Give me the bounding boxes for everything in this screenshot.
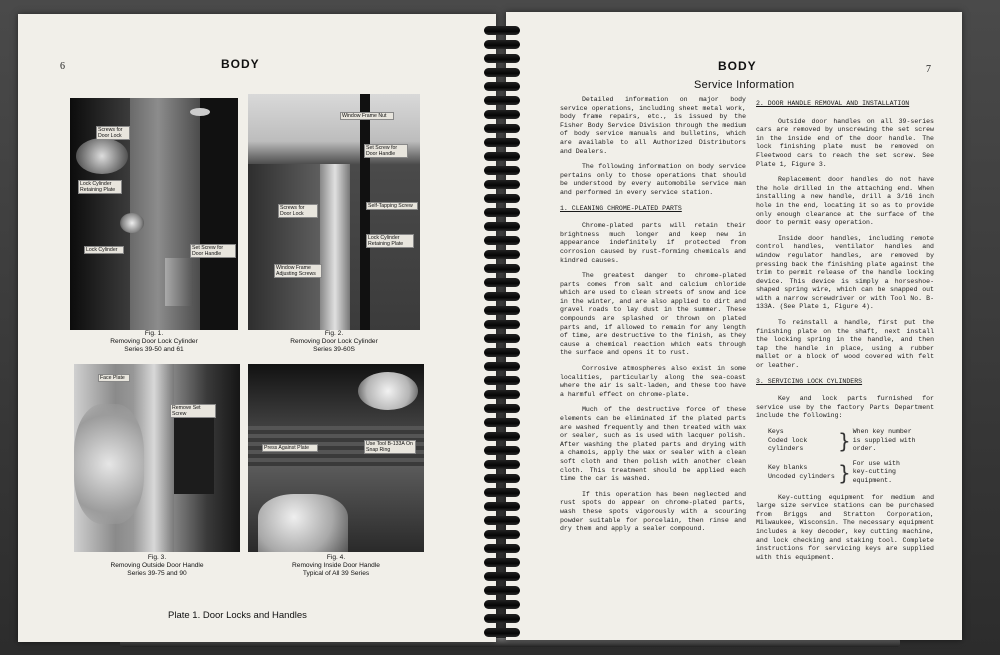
brace-icon: } [838,460,851,485]
callout-screws-for-door-lock: Screws for Door Lock [278,204,318,218]
callout-lock-cylinder-retaining-plate: Lock Cylinder Retaining Plate [78,180,122,194]
binding-coil [484,152,520,161]
plate-title: Plate 1. Door Locks and Handles [168,610,307,621]
binding-coil [484,54,520,63]
binding-coil [484,544,520,553]
binding-coil [484,236,520,245]
keys-row: Keys Coded lock cylinders } When key number is supplied with order. [768,428,916,453]
binding-coil [484,600,520,609]
binding-coil [484,432,520,441]
binding-coil [484,278,520,287]
paragraph: Inside door handles, including remote control handles, ventilator handles and window regulator handles, are removed by pressing back the finishing plate against the trim to permit release of the handle locking device. This device is simply a horseshoe-shaped spring wire, which can be snapped out with a narrow screwdriver or with Tool No. B-133A. (See Plate 1, Figure 4). [756,234,934,311]
binding-coil [484,418,520,427]
paragraph: Much of the destructive force of these elements can be eliminated if the plated parts are washed frequently and then treated with wax or sealer, such as is used with lacquer polish. After washing the plated parts and drying with a chamois, apply the wax or sealer with a clean soft cloth and then polish with another clean cloth. This treatment should be applied each time the car is washed. [560,406,746,483]
figure-1-photo [70,98,238,330]
figure-3-photo [74,364,240,552]
callout-lock-cylinder-retaining-plate: Lock Cylinder Retaining Plate [366,234,414,248]
figure-2-caption: Fig. 2. Removing Door Lock Cylinder Series 39-60S [290,330,378,353]
callout-remove-set-screw: Remove Set Screw [170,404,216,418]
paragraph: Key-cutting equipment for medium and large size service stations can be purchased from Briggs and Stratton Corporation, Milwaukee, Wisconsin. The necessary equipment includes a key decoder, key cutting machine, and lock checking and staking tool. Complete instructions for servicing keys are supplied with this equipment. [756,493,934,561]
callout-lock-cylinder: Lock Cylinder [84,246,124,254]
callout-use-tool-b133a: Use Tool B-133A On Snap Ring [364,440,416,454]
paragraph: The greatest danger to chrome-plated parts comes from salt and calcium chloride which are used to clean streets of snow and ice in the winter, and are also applied to dirt and gravel roads to lay dust in the summer. These compounds are splashed or thrown on plated parts and, if allowed to remain for any length of time, are destructive to the finish, as they cause a chemical reaction which eats through the surface and opens it to rust. [560,272,746,357]
text-column-1 [560,96,746,541]
page-header: BODY [718,59,757,73]
callout-press-against-plate: Press Against Plate [262,444,318,452]
binding-coil [484,138,520,147]
page-header: BODY [221,57,260,71]
binding-coil [484,530,520,539]
figure-4-photo [248,364,424,552]
binding-coil [484,292,520,301]
callout-face-plate: Face Plate [98,374,130,382]
binding-coil [484,628,520,637]
paragraph: The following information on body service pertains only to those operations that should be understood by every automobile service man and performed in every service station. [560,163,746,196]
paragraph: Replacement door handles do not have the hole drilled in the attaching end. When installing a new handle, drill a 3/16 inch hole in the end, locating it so as to provide only enough clearance at the surface of the door to permit easy operation. [756,176,934,227]
brace-icon: } [838,428,851,453]
text-column-2 [756,100,934,569]
callout-screws-for-door-lock: Screws for Door Lock [96,126,130,140]
callout-set-screw-for-door-handle: Set Screw for Door Handle [190,244,236,258]
binding-coil [484,208,520,217]
binding-coil [484,334,520,343]
keys-row: Key blanks Uncoded cylinders } For use with key-cutting equipment. [768,459,900,485]
binding-coil [484,614,520,623]
paragraph: Chrome-plated parts will retain their brightness much longer and keep new in appearance indefinitely if protected from corrosion caused by rust-forming chemicals and kindred causes. [560,222,746,264]
page-number: 6 [60,61,65,72]
keys-table [768,428,934,486]
binding-coil [484,460,520,469]
callout-set-screw-for-door-handle: Set Screw for Door Handle [364,144,408,158]
binding-coil [484,166,520,175]
binding-coil [484,390,520,399]
binding-coil [484,124,520,133]
binding-coil [484,180,520,189]
paragraph: To reinstall a handle, first put the finishing plate on the shaft, next install the locking spring in the handle, and then tap the handle in place, using a rubber mallet or a block of wood covered with felt or leather. [756,319,934,370]
binding-coil [484,222,520,231]
figure-4-caption: Fig. 4. Removing Inside Door Handle Typical of All 39 Series [292,554,380,577]
paragraph: Outside door handles on all 39-series cars are removed by unscrewing the set screw in the inside end of the door handle. The lock finishing plate must be removed on Fleetwood cars to reach the set screw. See Plate 1, Figure 3. [756,117,934,168]
right-page [506,12,962,640]
paragraph: Corrosive atmospheres also exist in some localities, particularly along the sea-coast where the air is salt-laden, and these too have a harmful effect on chrome-plate. [560,365,746,398]
binding-coil [484,264,520,273]
binding-coil [484,320,520,329]
binding-coil [484,26,520,35]
binding-coil [484,474,520,483]
binding-coil [484,558,520,567]
callout-window-frame-nut: Window Frame Nut [340,112,394,120]
binding-coil [484,194,520,203]
binding-coil [484,446,520,455]
binding-coil [484,502,520,511]
binding-coil [484,362,520,371]
callout-window-frame-adjusting-screws: Window Frame Adjusting Screws [274,264,322,278]
callout-self-tapping-screw: Self-Tapping Screw [366,202,418,210]
page-number: 7 [926,64,931,75]
spiral-binding [484,12,520,642]
figure-2-photo [248,94,420,330]
figure-3-caption: Fig. 3. Removing Outside Door Handle Series 39-75 and 90 [110,554,204,577]
binding-coil [484,110,520,119]
binding-coil [484,40,520,49]
binding-coil [484,376,520,385]
section-heading-1: 1. CLEANING CHROME-PLATED PARTS [560,204,682,212]
section-title: Service Information [694,79,795,91]
binding-coil [484,404,520,413]
binding-coil [484,68,520,77]
binding-coil [484,82,520,91]
binding-coil [484,306,520,315]
section-heading-2: 2. DOOR HANDLE REMOVAL AND INSTALLATION [756,100,910,107]
binding-coil [484,586,520,595]
binding-coil [484,572,520,581]
left-page [18,14,496,642]
figure-1-caption: Fig. 1. Removing Door Lock Cylinder Series 39-50 and 61 [110,330,198,353]
binding-coil [484,250,520,259]
binding-coil [484,488,520,497]
binding-coil [484,96,520,105]
paragraph: Detailed information on major body service operations, including sheet metal work, body frame repairs, etc., is issued by the Fisher Body Service Division through the medium of body service manuals and bulletins, which are available to all Authorized Distributors and Dealers. [560,96,746,155]
paragraph: If this operation has been neglected and rust spots do appear on chrome-plated parts, wash these spots vigorously with a scouring powder suitable for porcelain, then rinse and dry them and apply a sealer compound. [560,490,746,533]
section-heading-3: 3. SERVICING LOCK CYLINDERS [756,377,863,385]
binding-coil [484,516,520,525]
paragraph: Key and lock parts furnished for service use by the factory Parts Department include the following: [756,395,934,420]
binding-coil [484,348,520,357]
